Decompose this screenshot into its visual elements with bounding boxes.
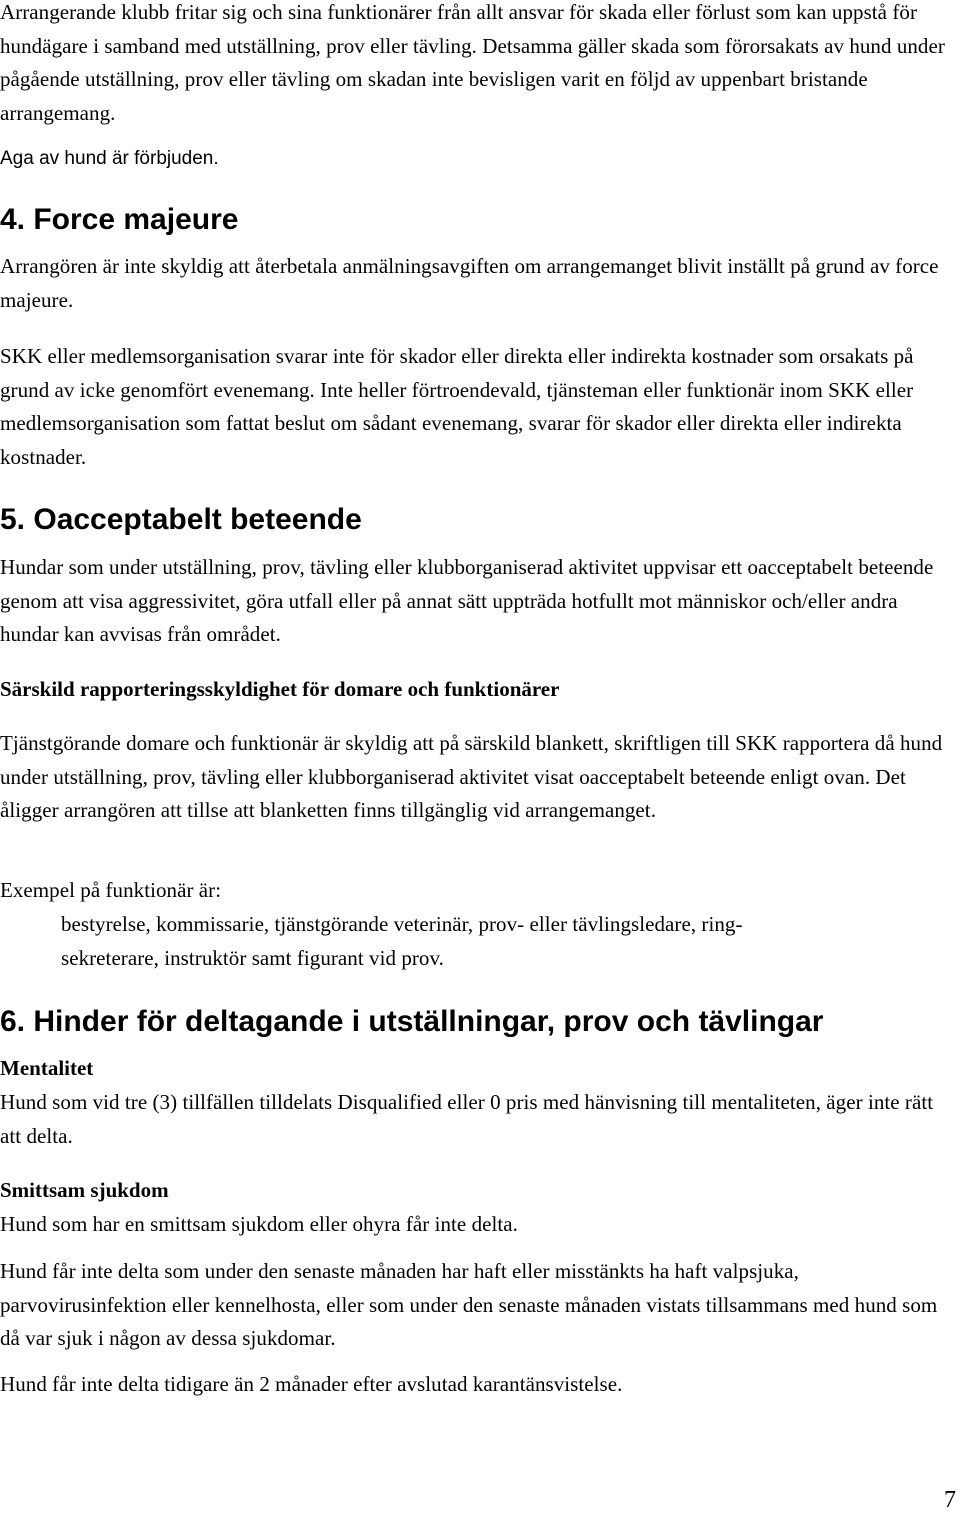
intro-paragraph-aga: Aga av hund är förbjuden. <box>0 148 219 169</box>
section-6-heading: 6. Hinder för deltagande i utställningar, prov och tävlingar <box>0 1005 824 1038</box>
section-4-paragraph-liability: SKK eller medlemsorganisation svarar inte för skador eller direkta eller indirekta kostnader som orsakats på grund av icke genomfört evenemang. Inte heller förtroendevald, tjänsteman eller funktionär inom SKK eller medlemsorganisation som fattat beslut om sådant evenemang, svarar för skador eller direkta eller indirekta kostnader. <box>0 344 914 469</box>
intro-paragraph-liability: Arrangerande klubb fritar sig och sina funktionärer från allt ansvar för skada eller förlust som kan uppstå för hundägare i samband med utställning, prov eller tävling. Detsamma gäller skada som förorsakats av hund under pågående utställning, prov eller tävling om skadan inte bevisligen varit en följd av uppenbart bristande arrangemang. <box>0 0 945 125</box>
section-5-example-label: Exempel på funktionär är: <box>0 878 222 902</box>
section-4-heading: 4. Force majeure <box>0 203 239 236</box>
section-5-paragraph-behaviour: Hundar som under utställning, prov, tävling eller klubborganiserad aktivitet uppvisar ett oacceptabelt beteende genom att visa aggressivitet, göra utfall eller på annat sätt uppträda hotfullt mot människor och/eller andra hundar kan avvisas från området. <box>0 555 934 646</box>
section-5-heading: 5. Oacceptabelt beteende <box>0 503 362 536</box>
section-6-paragraph-smittsam-1: Hund som har en smittsam sjukdom eller ohyra får inte delta. <box>0 1212 518 1236</box>
section-5-subheading-reporting: Särskild rapporteringsskyldighet för domare och funktionärer <box>0 677 560 701</box>
section-6-paragraph-smittsam-3: Hund får inte delta tidigare än 2 månader efter avslutad karantänsvistelse. <box>0 1372 623 1396</box>
section-6-paragraph-smittsam-2: Hund får inte delta som under den senaste månaden har haft eller misstänkts ha haft valpsjuka, parvovirusinfektion eller kennelhosta, eller som under den senaste månaden vistats tillsammans med hund som då var sjuk i någon av dessa sjukdomar. <box>0 1259 938 1350</box>
section-6-subheading-smittsam: Smittsam sjukdom <box>0 1178 169 1202</box>
section-5-paragraph-reporting: Tjänstgörande domare och funktionär är skyldig att på särskild blankett, skriftligen till SKK rapportera då hund under utställning, prov, tävling eller klubborganiserad aktivitet visat oacceptabelt beteende enligt ovan. Det åligger arrangören att tillse att blanketten finns tillgänglig vid arrangemanget. <box>0 731 943 822</box>
section-4-paragraph-refund: Arrangören är inte skyldig att återbetala anmälningsavgiften om arrangemanget blivit inställt på grund av force majeure. <box>0 254 939 312</box>
section-5-example-line-1: bestyrelse, kommissarie, tjänstgörande veterinär, prov- eller tävlingsledare, ring- <box>61 912 743 936</box>
page-number: 7 <box>944 1487 956 1513</box>
section-6-subheading-mentalitet: Mentalitet <box>0 1056 94 1080</box>
section-6-paragraph-mentalitet: Hund som vid tre (3) tillfällen tilldelats Disqualified eller 0 pris med hänvisning till mentaliteten, äger inte rätt att delta. <box>0 1090 934 1148</box>
section-5-example-line-2: sekreterare, instruktör samt figurant vid prov. <box>61 946 444 970</box>
